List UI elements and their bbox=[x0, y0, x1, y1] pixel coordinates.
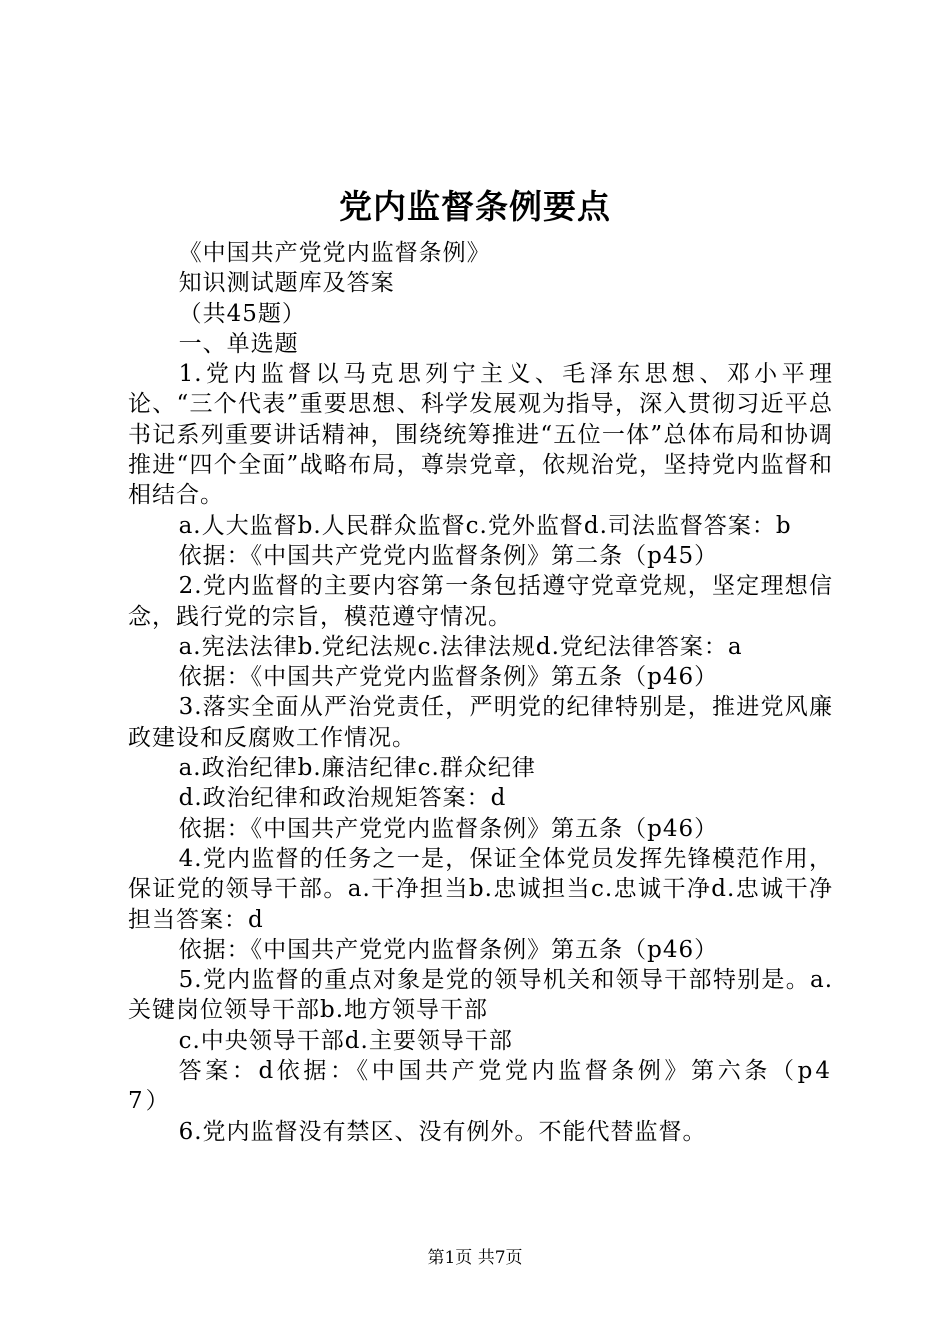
paragraph-options-3b: d.政治纪律和政治规矩答案：d bbox=[178, 785, 507, 812]
paragraph-quiz-title: 知识测试题库及答案 bbox=[178, 270, 395, 297]
paragraph-options-3a: a.政治纪律b.廉洁纪律c.群众纪律 bbox=[178, 755, 536, 782]
paragraph-basis-1: 依据：《中国共产党党内监督条例》第二条（p45） bbox=[178, 542, 719, 569]
paragraph-options-5: c.中央领导干部d.主要领导干部 bbox=[178, 1027, 513, 1054]
paragraph-question-count: （共45题） bbox=[178, 300, 306, 327]
paragraph-question-3: 3.落实全面从严治党责任，严明党的纪律特别是，推进党风廉政建设和反腐败工作情况。 bbox=[128, 694, 833, 751]
paragraph-options-2: a.宪法法律b.党纪法规c.法律法规d.党纪法律答案：a bbox=[178, 633, 743, 660]
paragraph-options-1: a.人大监督b.人民群众监督c.党外监督d.司法监督答案：b bbox=[178, 512, 792, 539]
paragraph-basis-4: 依据：《中国共产党党内监督条例》第五条（p46） bbox=[178, 936, 719, 963]
page-number-footer: 第1页 共7页 bbox=[427, 1248, 523, 1268]
document-body bbox=[128, 238, 833, 1147]
paragraph-basis-3: 依据：《中国共产党党内监督条例》第五条（p46） bbox=[178, 815, 719, 842]
document-title: 党内监督条例要点 bbox=[339, 187, 611, 226]
paragraph-basis-2: 依据：《中国共产党党内监督条例》第五条（p46） bbox=[178, 664, 719, 691]
paragraph-regulation-name: 《中国共产党党内监督条例》 bbox=[178, 240, 491, 266]
paragraph-question-4: 4.党内监督的任务之一是，保证全体党员发挥先锋模范作用，保证党的领导干部。a.干净担当b.忠诚担当c.忠诚干净d.忠诚干净担当答案：d bbox=[128, 845, 833, 933]
paragraph-question-2: 2.党内监督的主要内容第一条包括遵守党章党规，坚定理想信念，践行党的宗旨，模范遵守情况。 bbox=[128, 573, 833, 630]
paragraph-question-5: 5.党内监督的重点对象是党的领导机关和领导干部特别是。a.关键岗位领导干部b.地方领导干部 bbox=[128, 967, 833, 1024]
paragraph-question-1: 1.党内监督以马克思列宁主义、毛泽东思想、邓小平理论、“三个代表”重要思想、科学发展观为指导，深入贯彻习近平总书记系列重要讲话精神，围绕统筹推进“五位一体”总体布局和协调推进“四个全面”战略布局，尊崇党章，依规治党，坚持党内监督和相结合。 bbox=[128, 361, 833, 509]
paragraph-answer-5: 答案：d依据：《中国共产党党内监督条例》第六条（p47） bbox=[128, 1058, 833, 1115]
paragraph-question-6: 6.党内监督没有禁区、没有例外。不能代替监督。 bbox=[178, 1118, 707, 1145]
paragraph-section-heading: 一、单选题 bbox=[178, 330, 299, 357]
